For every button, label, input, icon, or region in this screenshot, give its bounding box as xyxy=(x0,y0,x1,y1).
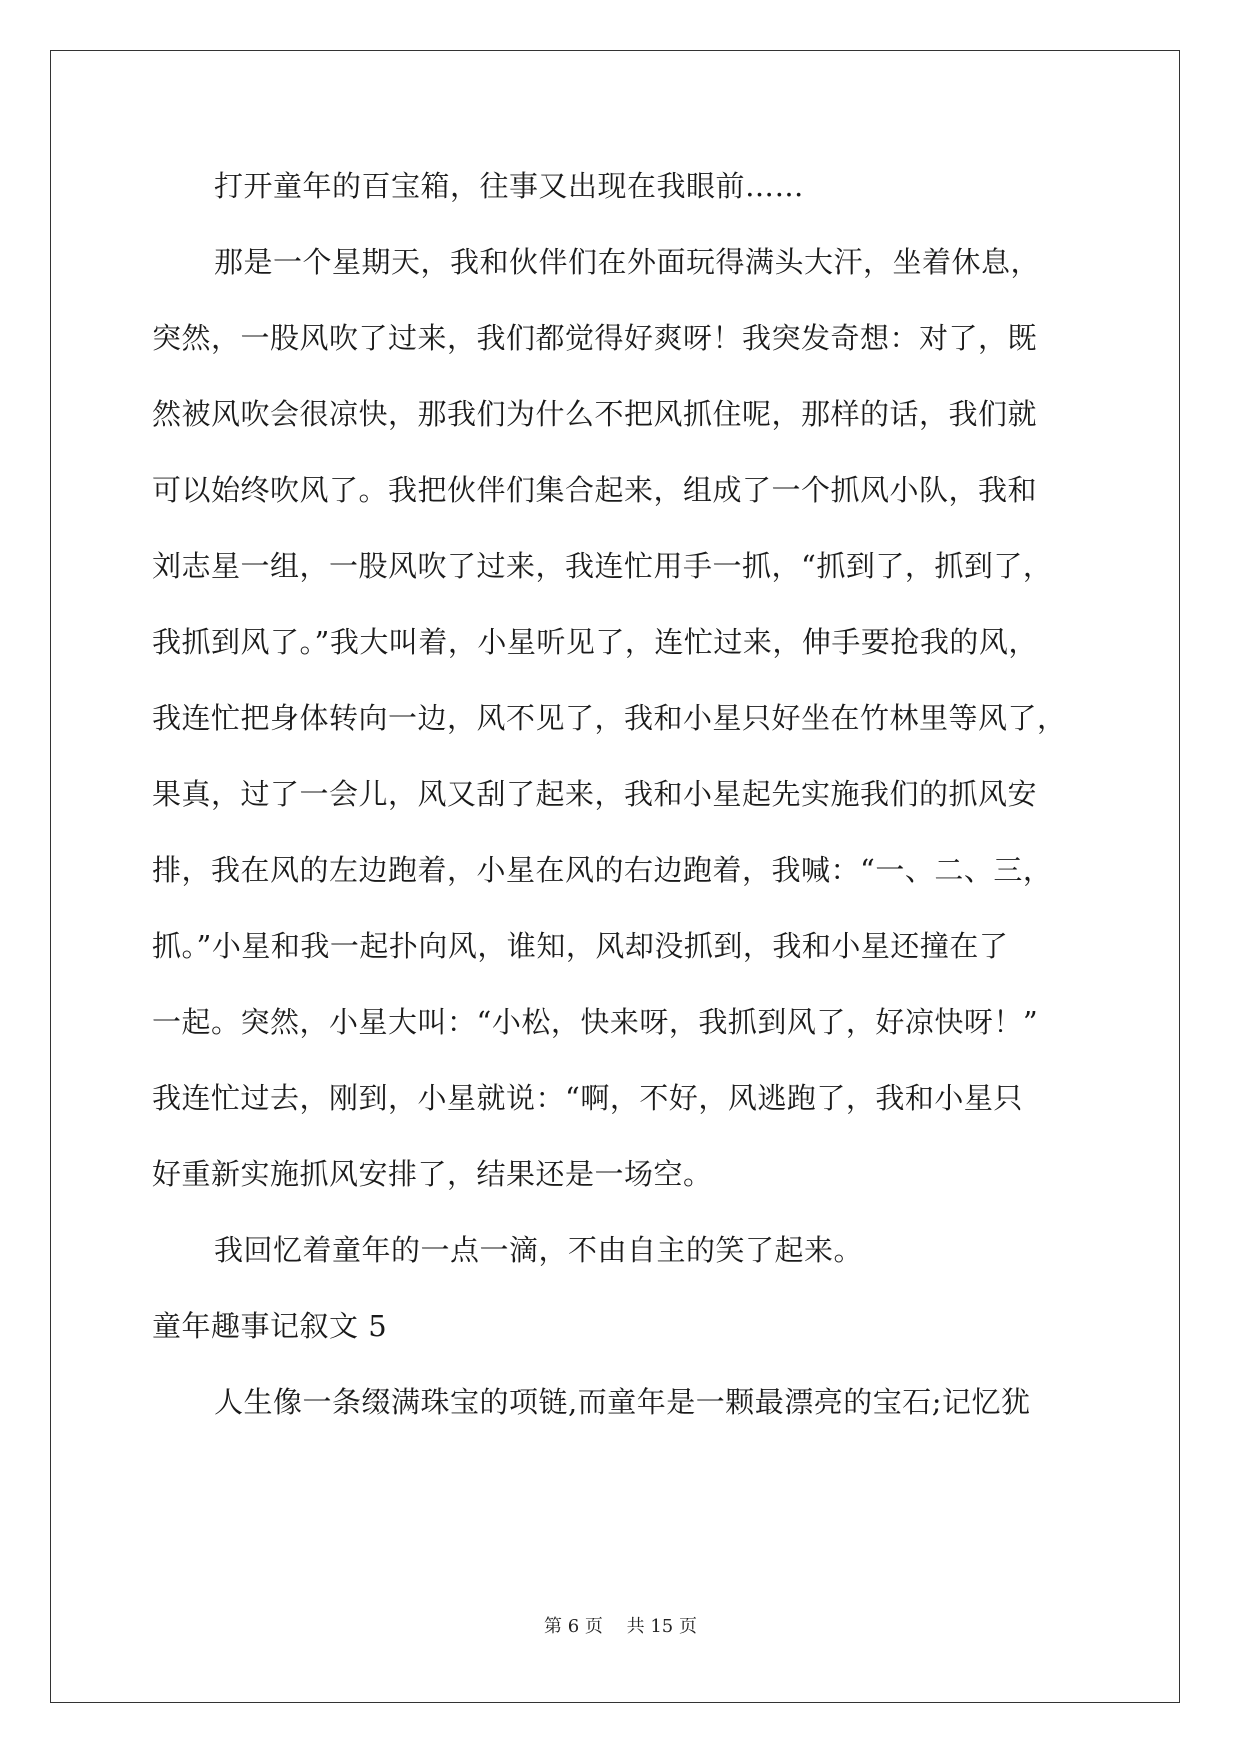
section-heading: 童年趣事记叙文 5 xyxy=(152,1309,388,1343)
paragraph-line: 人生像一条缀满珠宝的项链,而童年是一颗最漂亮的宝石;记忆犹 xyxy=(214,1385,1031,1419)
paragraph-line: 打开童年的百宝箱，往事又出现在我眼前…… xyxy=(214,169,805,203)
paragraph-line: 我回忆着童年的一点一滴，不由自主的笑了起来。 xyxy=(214,1233,864,1267)
paragraph-line: 那是一个星期天，我和伙伴们在外面玩得满头大汗，坐着休息， xyxy=(214,245,1041,279)
page-number-footer: 第 6 页 共 15 页 xyxy=(544,1616,697,1637)
paragraph-line: 一起。突然，小星大叫：“小松，快来呀，我抓到风了，好凉快呀！” xyxy=(152,1005,1039,1039)
paragraph-line: 我连忙把身体转向一边，风不见了，我和小星只好坐在竹林里等风了， xyxy=(152,701,1067,735)
paragraph-line: 然被风吹会很凉快，那我们为什么不把风抓住呢，那样的话，我们就 xyxy=(152,397,1038,431)
paragraph-line: 我连忙过去，刚到，小星就说：“啊，不好，风逃跑了，我和小星只 xyxy=(152,1081,1023,1115)
paragraph-line: 刘志星一组，一股风吹了过来，我连忙用手一抓，“抓到了，抓到了， xyxy=(152,549,1053,583)
paragraph-line: 可以始终吹风了。我把伙伴们集合起来，组成了一个抓风小队，我和 xyxy=(152,473,1038,507)
paragraph-line: 好重新实施抓风安排了，结果还是一场空。 xyxy=(152,1157,713,1191)
paragraph-line: 排，我在风的左边跑着，小星在风的右边跑着，我喊：“一、二、三， xyxy=(152,853,1053,887)
paragraph-line: 我抓到风了。”我大叫着，小星听见了，连忙过来，伸手要抢我的风， xyxy=(152,625,1038,659)
paragraph-line: 突然，一股风吹了过来，我们都觉得好爽呀！我突发奇想：对了，既 xyxy=(152,321,1038,355)
document-body xyxy=(152,162,1087,1454)
paragraph-line: 果真，过了一会儿，风又刮了起来，我和小星起先实施我们的抓风安 xyxy=(152,777,1038,811)
paragraph-line: 抓。”小星和我一起扑向风，谁知，风却没抓到，我和小星还撞在了 xyxy=(152,929,1009,963)
